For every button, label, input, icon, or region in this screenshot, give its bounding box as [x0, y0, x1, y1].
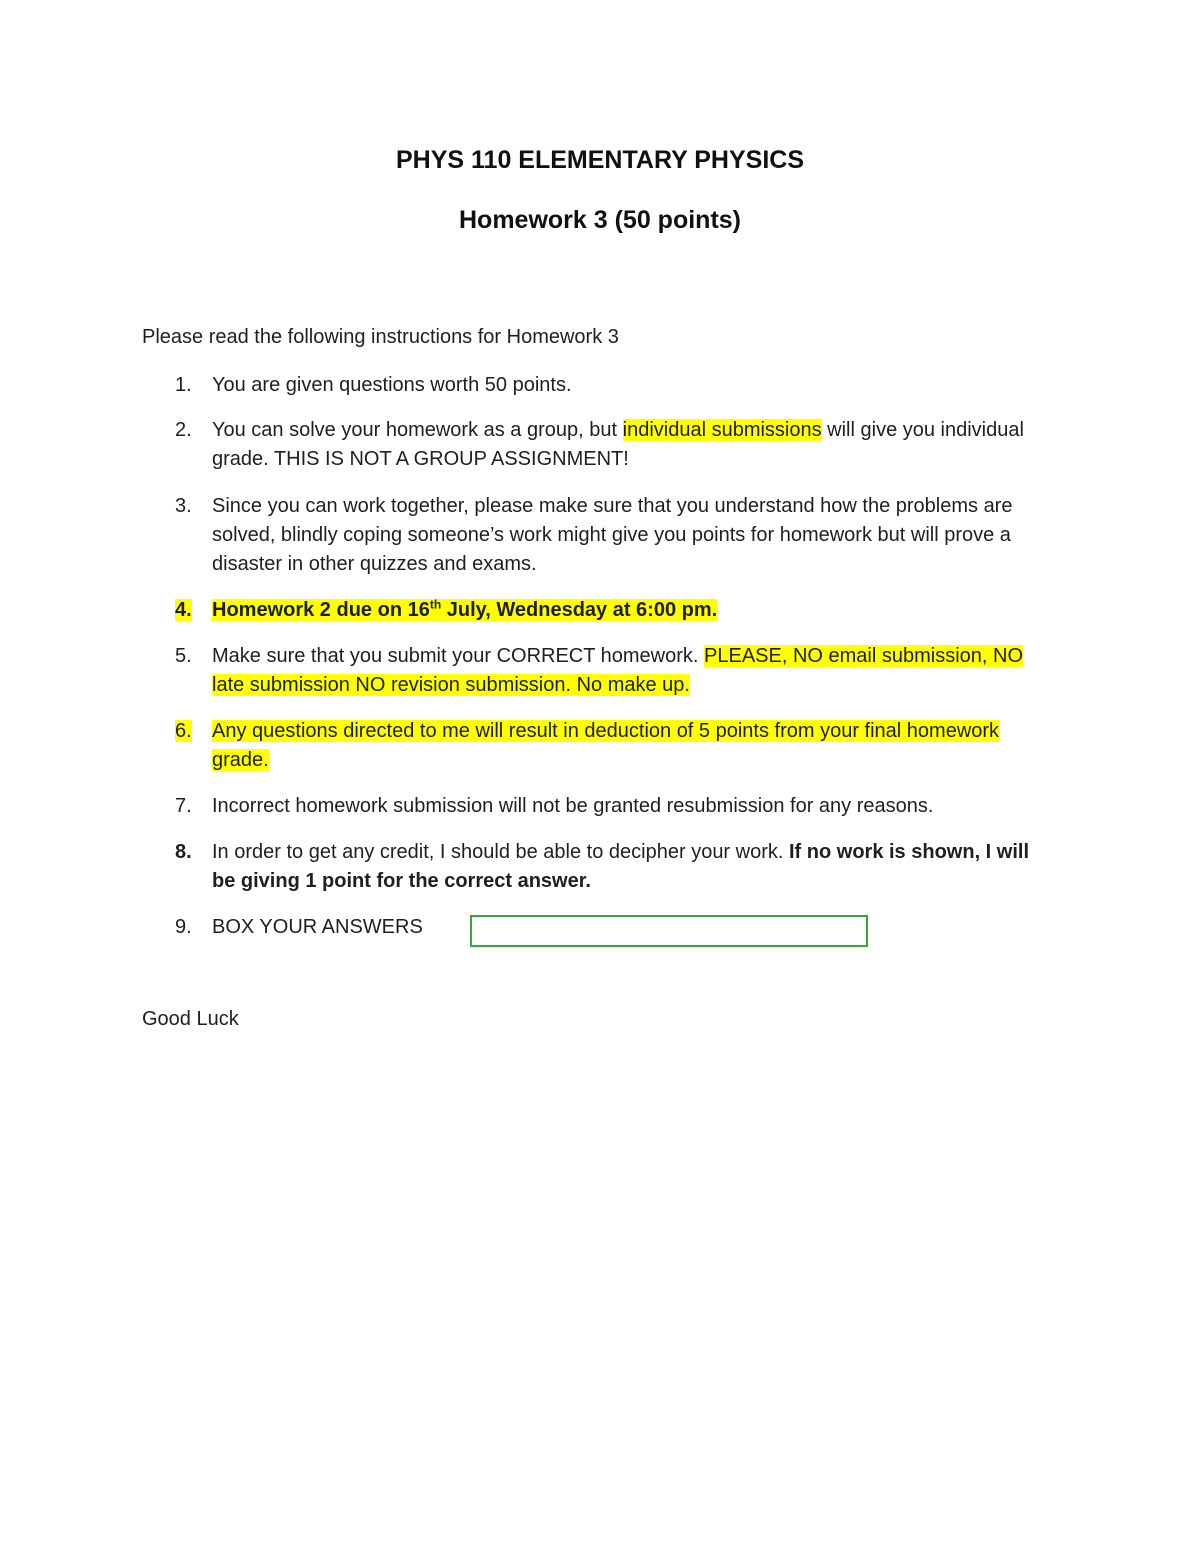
- closing-text: Good Luck: [142, 1008, 239, 1030]
- list-number: 3.: [175, 495, 192, 517]
- list-text-part: You can solve your homework as a group, but: [212, 419, 623, 441]
- list-text: BOX YOUR ANSWERS: [212, 916, 423, 938]
- list-text-part: In order to get any credit, I should be able to decipher your work.: [212, 841, 789, 863]
- list-number: 5.: [175, 645, 192, 667]
- list-number: [175, 717, 205, 746]
- list-number: 7.: [175, 795, 192, 817]
- highlighted-text: Any questions directed to me will result in deduction of 5 points from your final homework grade.: [212, 720, 1000, 771]
- list-number: 2.: [175, 419, 192, 441]
- instructions-intro: Please read the following instructions for Homework 3: [142, 326, 619, 348]
- list-text: You are given questions worth 50 points.: [212, 374, 572, 396]
- course-title: PHYS 110 ELEMENTARY PHYSICS: [396, 146, 804, 174]
- ordinal-suffix: th: [429, 597, 442, 612]
- list-number: [175, 596, 205, 625]
- list-text: Since you can work together, please make sure that you understand how the problems are solved, blindly coping someone’s work might give you points for homework but will prove a disaster in other quizzes and exams.: [212, 495, 1013, 575]
- homework-title: Homework 3 (50 points): [459, 206, 741, 234]
- list-text: [212, 596, 1052, 625]
- list-number: 1.: [175, 374, 192, 396]
- list-text: Incorrect homework submission will not be granted resubmission for any reasons.: [212, 795, 934, 817]
- due-text-part: July, Wednesday at 6:00 pm.: [441, 599, 718, 621]
- list-text-part: Make sure that you submit your CORRECT homework.: [212, 645, 705, 667]
- highlighted-text: [212, 599, 717, 621]
- list-text: [212, 838, 1052, 896]
- list-text: [212, 717, 1052, 775]
- highlighted-number: 4.: [175, 599, 192, 621]
- list-number: 8.: [175, 841, 192, 863]
- due-text-part: Homework 2 due on 16: [212, 599, 430, 621]
- list-text: [212, 642, 1052, 700]
- highlighted-text: PLEASE, NO email submission, NO late submission NO revision submission. No make up.: [212, 645, 1024, 696]
- answer-box-example: [470, 915, 868, 947]
- list-number: 9.: [175, 916, 192, 938]
- bold-text: If no work is shown, I will be giving 1 point for the correct answer.: [212, 841, 1030, 892]
- list-text-part: will give you individual grade. THIS IS NOT A GROUP ASSIGNMENT!: [212, 419, 1024, 470]
- list-text: [212, 416, 1052, 474]
- highlighted-text: individual submissions: [622, 419, 822, 441]
- highlighted-number: 6.: [175, 720, 192, 742]
